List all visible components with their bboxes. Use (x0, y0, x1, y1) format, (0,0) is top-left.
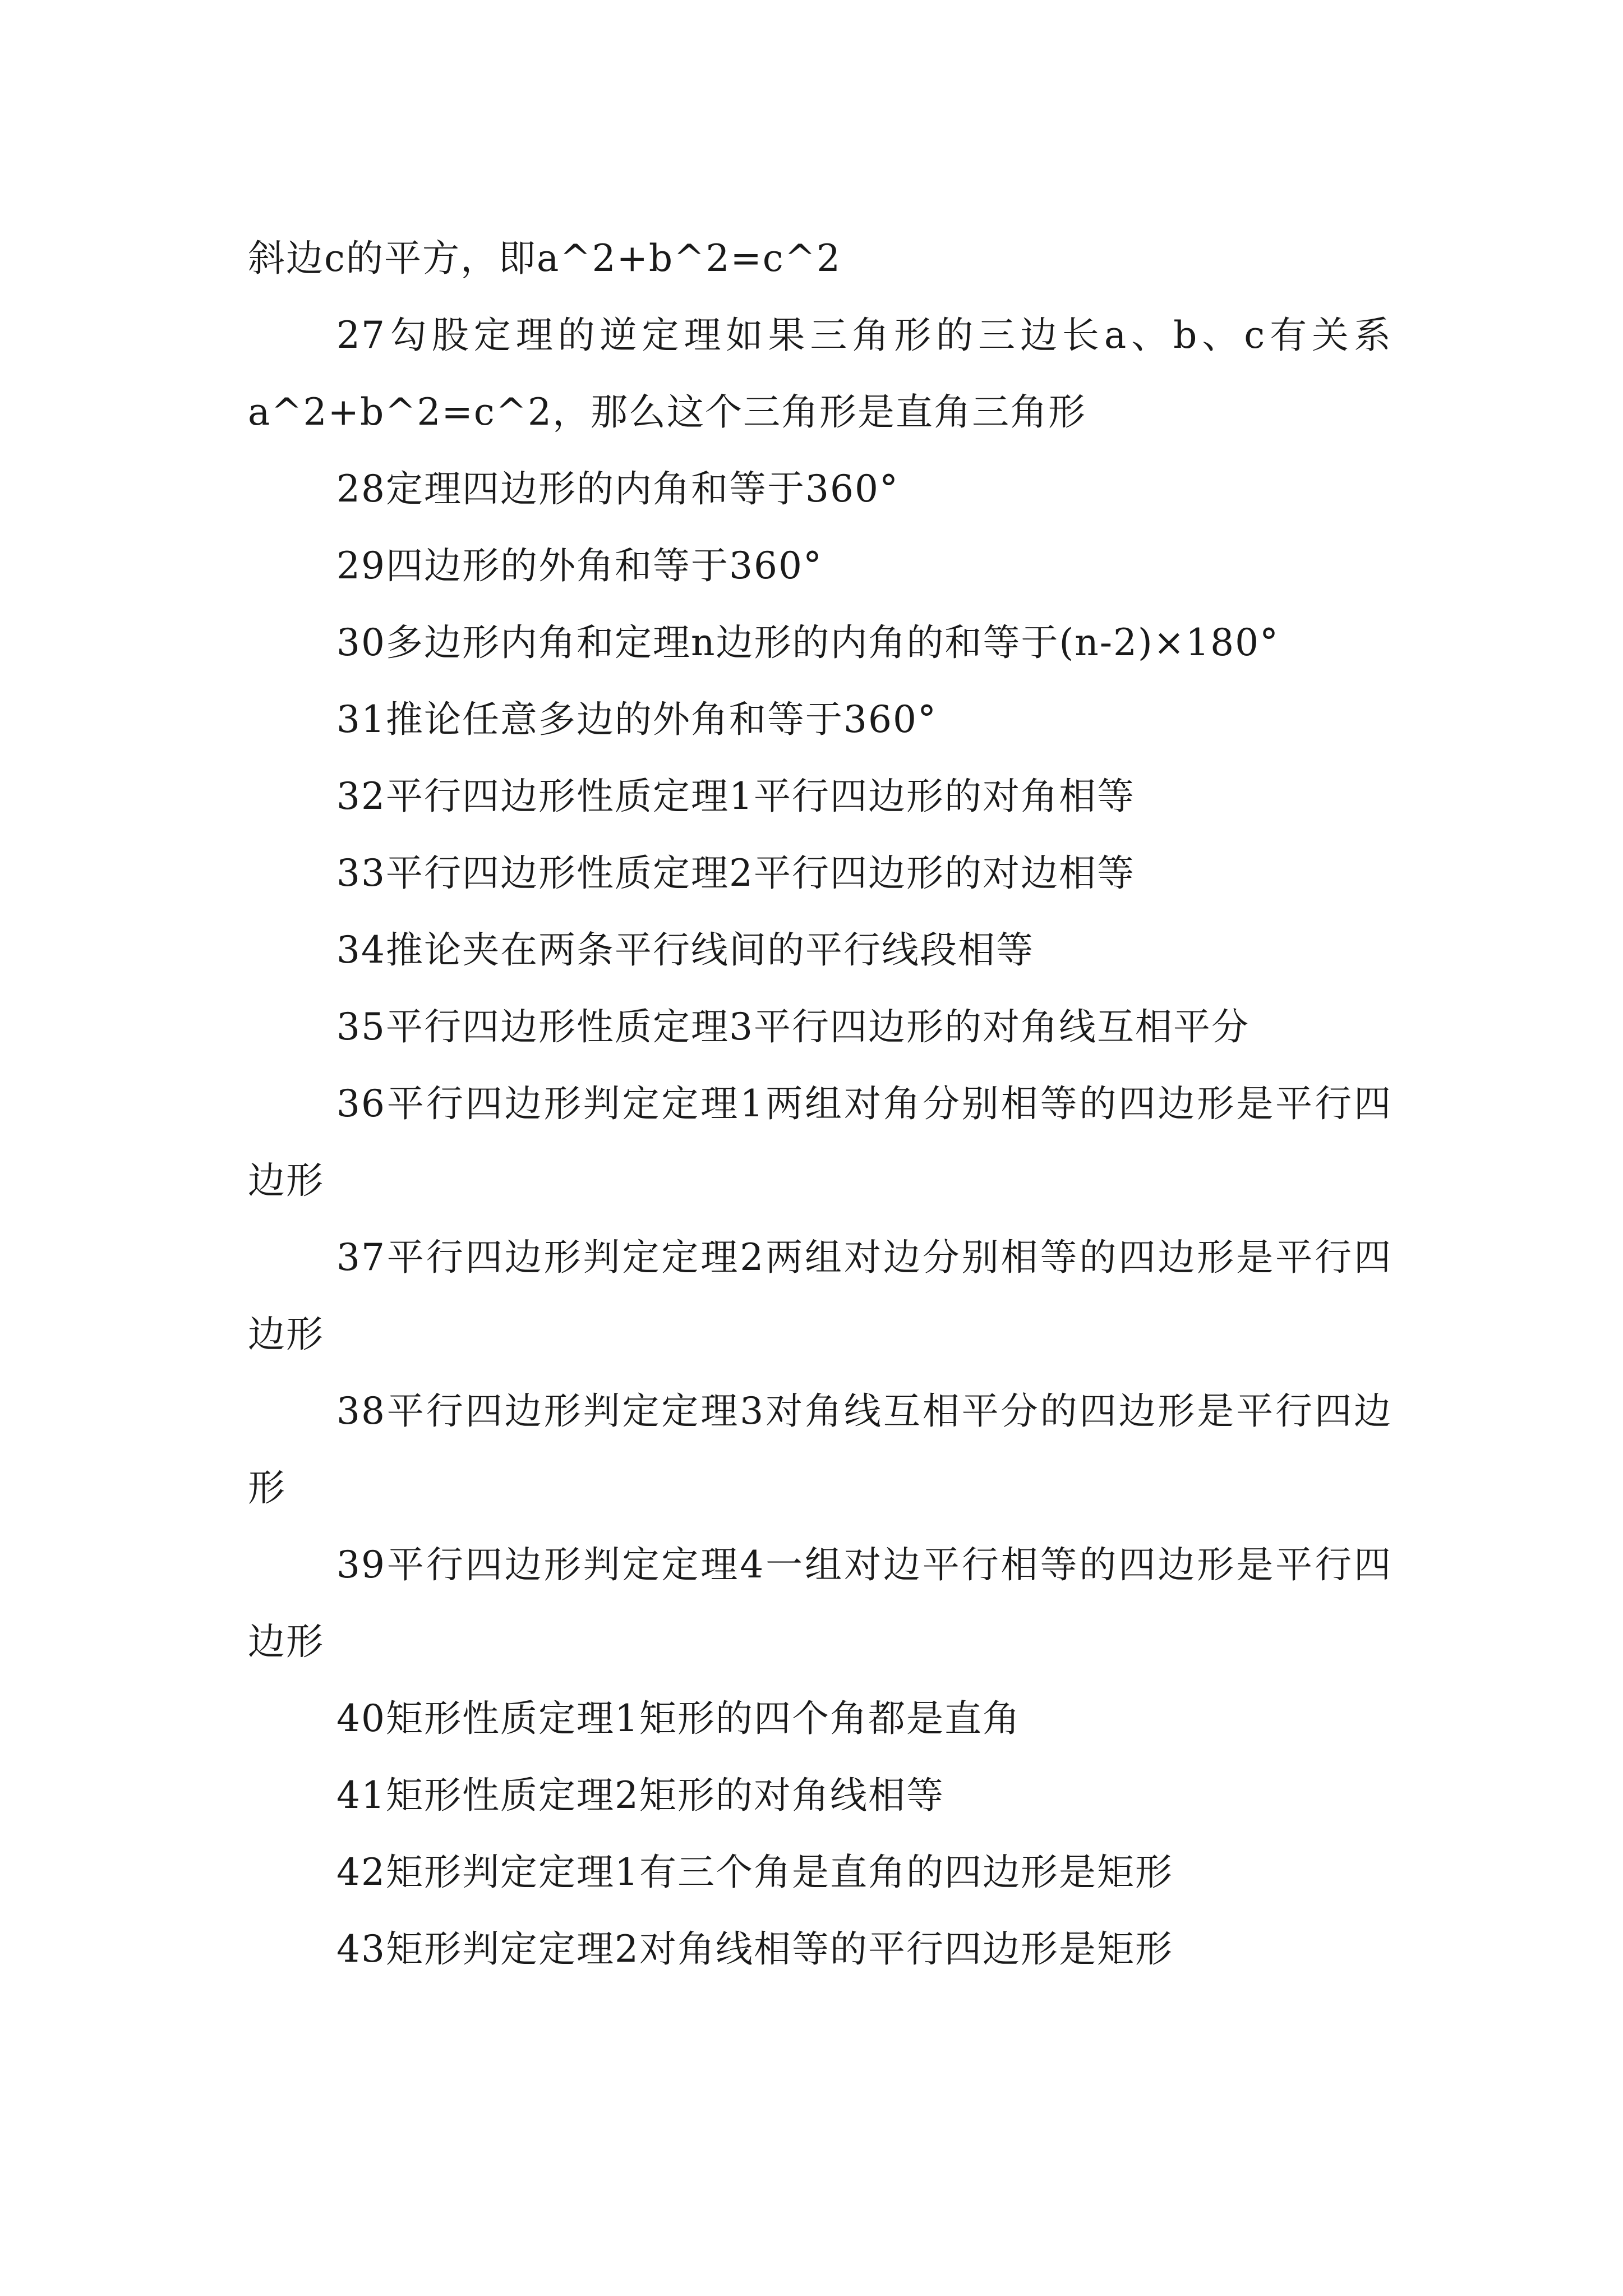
document-body (248, 220, 1392, 1987)
paragraph-theorem-30: 30多边形内角和定理n边形的内角的和等于(n-2)×180° (336, 621, 1280, 664)
paragraph-theorem-36: 36平行四边形判定定理1两组对角分别相等的四边形是平行四边形 (248, 1082, 1392, 1202)
paragraph-theorem-31: 31推论任意多边的外角和等于360° (336, 698, 937, 741)
paragraph-theorem-33: 33平行四边形性质定理2平行四边形的对边相等 (336, 852, 1135, 895)
paragraph-theorem-40: 40矩形性质定理1矩形的四个角都是直角 (336, 1697, 1021, 1740)
paragraph-theorem-35: 35平行四边形性质定理3平行四边形的对角线互相平分 (336, 1005, 1249, 1048)
paragraph-theorem-42: 42矩形判定定理1有三个角是直角的四边形是矩形 (336, 1851, 1173, 1894)
paragraph-theorem-38: 38平行四边形判定定理3对角线互相平分的四边形是平行四边形 (248, 1389, 1392, 1510)
paragraph-theorem-28: 28定理四边形的内角和等于360° (336, 467, 899, 510)
paragraph-theorem-34: 34推论夹在两条平行线间的平行线段相等 (336, 928, 1034, 972)
paragraph-continuation: 斜边c的平方，即a^2+b^2=c^2 (248, 237, 842, 280)
paragraph-theorem-39: 39平行四边形判定定理4一组对边平行相等的四边形是平行四边形 (248, 1543, 1392, 1663)
paragraph-theorem-29: 29四边形的外角和等于360° (336, 544, 823, 587)
paragraph-theorem-27: 27勾股定理的逆定理如果三角形的三边长a、b、c有关系a^2+b^2=c^2，那么这个三角形是直角三角形 (248, 314, 1392, 434)
paragraph-theorem-32: 32平行四边形性质定理1平行四边形的对角相等 (336, 775, 1135, 818)
paragraph-theorem-43: 43矩形判定定理2对角线相等的平行四边形是矩形 (336, 1927, 1173, 1971)
paragraph-theorem-41: 41矩形性质定理2矩形的对角线相等 (336, 1774, 944, 1817)
paragraph-theorem-37: 37平行四边形判定定理2两组对边分别相等的四边形是平行四边形 (248, 1236, 1392, 1356)
